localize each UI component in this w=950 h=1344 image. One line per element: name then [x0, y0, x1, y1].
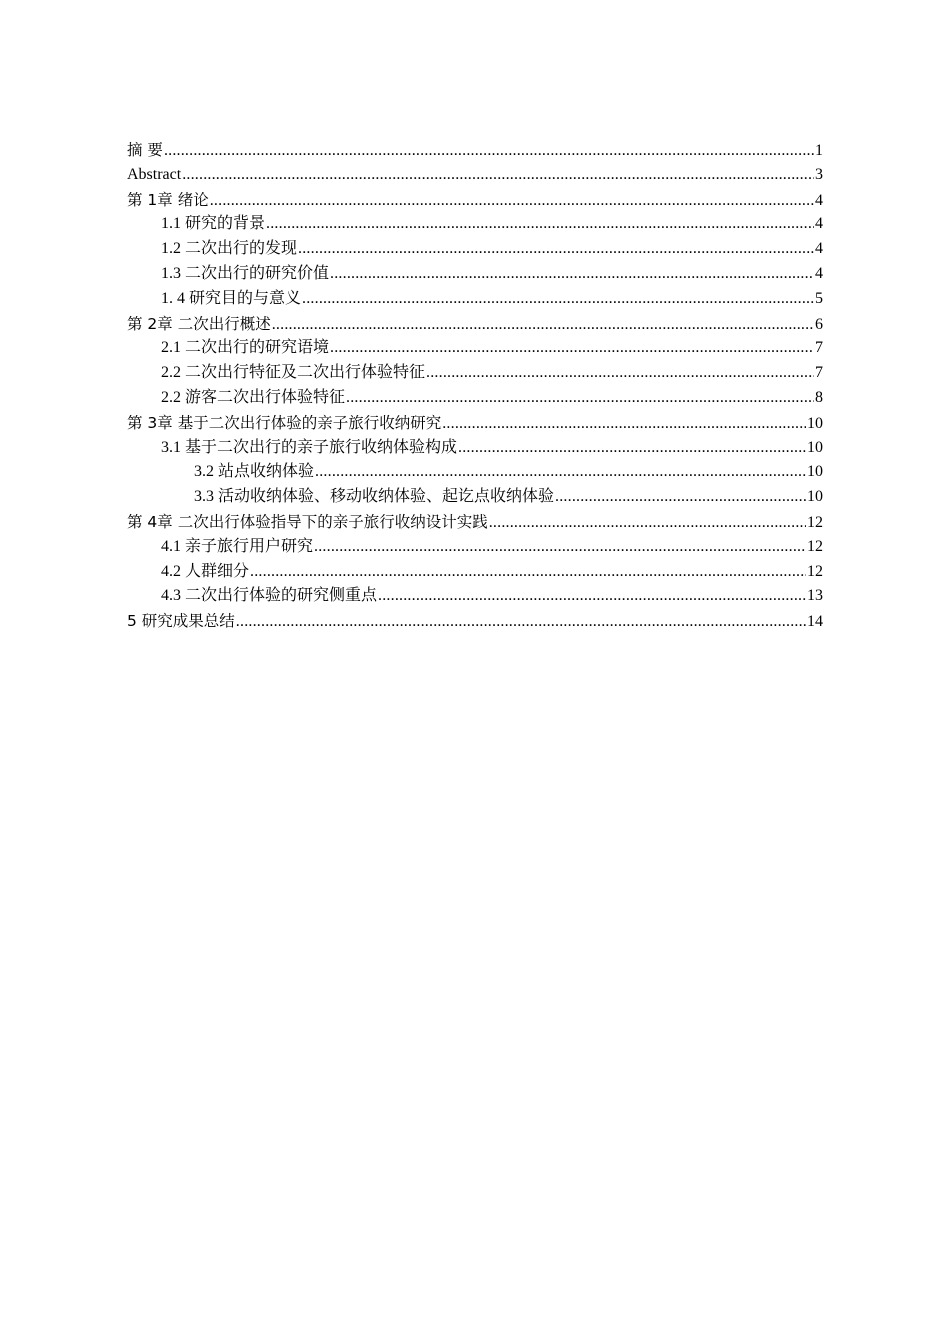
toc-entry-section-1-4[interactable]	[127, 287, 823, 312]
table-of-contents	[127, 138, 823, 634]
toc-entry-title: 2.2 游客二次出行体验特征	[161, 388, 346, 406]
toc-dot-leader	[164, 139, 814, 164]
toc-page-number: 5	[815, 289, 823, 307]
toc-dot-leader	[266, 212, 814, 237]
toc-entry-section-1-1[interactable]	[127, 212, 823, 237]
toc-entry-title: 第 3章 基于二次出行体验的亲子旅行收纳研究	[127, 413, 442, 432]
toc-entry-title: 4.2 人群细分	[161, 562, 250, 580]
toc-dot-leader	[210, 189, 814, 214]
toc-page-number: 4	[815, 240, 823, 258]
toc-page-number: 10	[807, 438, 823, 456]
toc-page-number: 4	[815, 264, 823, 282]
toc-dot-leader	[426, 361, 814, 386]
toc-page-number: 4	[815, 215, 823, 233]
toc-entry-section-3-1[interactable]	[127, 436, 823, 461]
toc-entry-section-3-3[interactable]	[127, 485, 823, 510]
toc-entry-chapter-1[interactable]	[127, 188, 823, 213]
toc-entry-section-4-2[interactable]	[127, 560, 823, 585]
toc-dot-leader	[442, 412, 806, 437]
toc-entry-title: 3.3 活动收纳体验、移动收纳体验、起讫点收纳体验	[194, 488, 555, 506]
toc-dot-leader	[314, 535, 806, 560]
toc-dot-leader	[298, 237, 814, 262]
toc-entry-section-4-1[interactable]	[127, 535, 823, 560]
toc-dot-leader	[330, 262, 814, 287]
toc-entry-section-2-1[interactable]	[127, 336, 823, 361]
toc-entry-title: 1. 4 研究目的与意义	[161, 289, 302, 307]
toc-entry-abstract-cn[interactable]	[127, 138, 823, 163]
toc-entry-title: Abstract	[127, 165, 182, 183]
toc-page-number: 1	[815, 142, 823, 159]
toc-entry-section-2-2[interactable]	[127, 361, 823, 386]
toc-entry-section-4-3[interactable]	[127, 584, 823, 609]
toc-entry-section-2-3[interactable]	[127, 386, 823, 411]
toc-dot-leader	[302, 287, 814, 312]
toc-entry-chapter-2[interactable]	[127, 312, 823, 337]
toc-dot-leader	[378, 584, 806, 609]
toc-dot-leader	[346, 386, 814, 411]
toc-entry-abstract-en[interactable]	[127, 163, 823, 188]
toc-dot-leader	[330, 336, 814, 361]
toc-entry-title: 1.2 二次出行的发现	[161, 240, 298, 258]
toc-entry-title: 5 研究成果总结	[127, 612, 235, 631]
toc-dot-leader	[250, 560, 806, 585]
toc-page-number: 7	[815, 364, 823, 382]
toc-entry-title: 第 1章 绪论	[127, 190, 209, 209]
toc-page-number: 3	[815, 165, 823, 183]
toc-entry-title: 第 4章 二次出行体验指导下的亲子旅行收纳设计实践	[127, 512, 488, 531]
toc-entry-title: 1.3 二次出行的研究价值	[161, 264, 330, 282]
toc-entry-title: 2.2 二次出行特征及二次出行体验特征	[161, 364, 426, 382]
toc-page-number: 10	[807, 463, 823, 481]
toc-page-number: 14	[807, 613, 823, 631]
toc-entry-title: 3.2 站点收纳体验	[194, 463, 315, 481]
toc-dot-leader	[182, 163, 814, 188]
toc-entry-title: 4.3 二次出行体验的研究侧重点	[161, 587, 378, 605]
toc-entry-title: 3.1 基于二次出行的亲子旅行收纳体验构成	[161, 438, 458, 456]
toc-entry-title: 2.1 二次出行的研究语境	[161, 339, 330, 357]
toc-page-number: 13	[807, 587, 823, 605]
toc-entry-title: 4.1 亲子旅行用户研究	[161, 537, 314, 555]
toc-dot-leader	[555, 485, 806, 510]
toc-page-number: 4	[815, 191, 823, 209]
toc-entry-title: 第 2章 二次出行概述	[127, 314, 271, 333]
toc-entry-chapter-4[interactable]	[127, 510, 823, 535]
toc-dot-leader	[315, 460, 806, 485]
toc-page-number: 12	[807, 513, 823, 531]
toc-page-number: 12	[807, 562, 823, 580]
toc-page-number: 12	[807, 537, 823, 555]
toc-entry-section-3-2[interactable]	[127, 460, 823, 485]
toc-page-number: 7	[815, 339, 823, 357]
toc-entry-chapter-5[interactable]	[127, 609, 823, 634]
toc-dot-leader	[272, 313, 814, 338]
toc-entry-title: 摘 要	[127, 141, 163, 159]
toc-dot-leader	[489, 511, 806, 536]
toc-page-number: 10	[807, 488, 823, 506]
toc-page-number: 8	[815, 388, 823, 406]
toc-page-number: 6	[815, 315, 823, 333]
toc-entry-title: 1.1 研究的背景	[161, 215, 266, 233]
toc-dot-leader	[236, 610, 806, 635]
toc-entry-section-1-2[interactable]	[127, 237, 823, 262]
toc-entry-chapter-3[interactable]	[127, 411, 823, 436]
toc-entry-section-1-3[interactable]	[127, 262, 823, 287]
toc-dot-leader	[458, 436, 806, 461]
toc-page-number: 10	[807, 414, 823, 432]
